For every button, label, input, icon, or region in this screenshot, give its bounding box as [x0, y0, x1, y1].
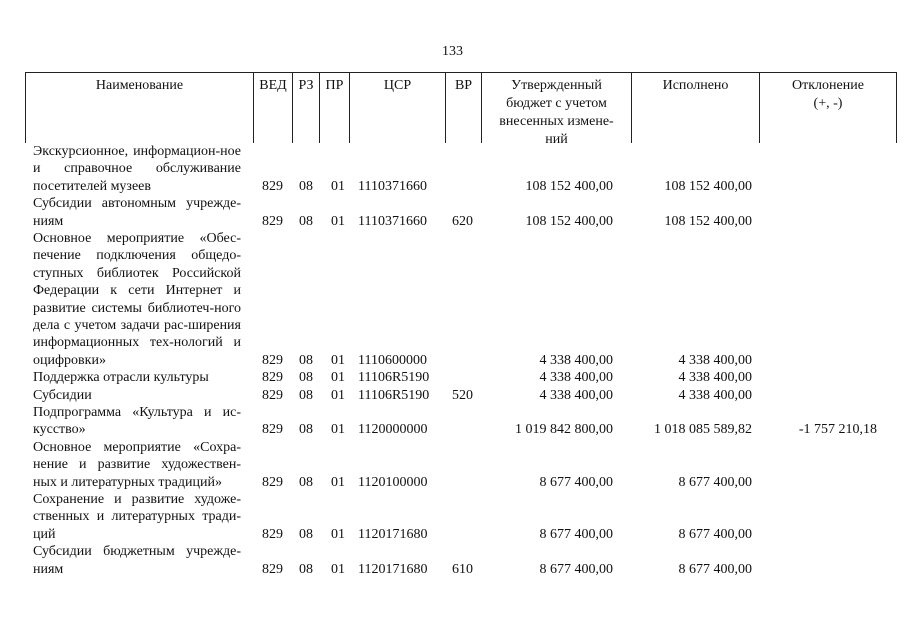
row-budget: 4 338 400,00 — [539, 370, 613, 386]
row-pr: 01 — [331, 387, 345, 403]
row-pr: 01 — [331, 474, 345, 490]
row-csr: 11106R5190 — [358, 370, 430, 386]
row-rz: 08 — [299, 213, 313, 229]
row-executed: 8 677 400,00 — [678, 474, 752, 490]
row-budget: 8 677 400,00 — [539, 474, 613, 490]
row-rz: 08 — [299, 387, 313, 403]
row-ved: 829 — [262, 561, 283, 577]
row-csr: 1120000000 — [358, 422, 428, 438]
row-ved: 829 — [262, 213, 283, 229]
row-ved: 829 — [262, 474, 283, 490]
row-rz: 08 — [299, 178, 313, 194]
row-budget: 108 152 400,00 — [525, 178, 613, 194]
row-csr: 1120171680 — [358, 526, 428, 542]
row-name: Субсидии автономным учрежде-ниям — [33, 196, 241, 229]
row-ved: 829 — [262, 178, 283, 194]
row-executed: 1 018 085 589,82 — [654, 422, 752, 438]
row-ved: 829 — [262, 352, 283, 368]
row-executed: 4 338 400,00 — [678, 370, 752, 386]
row-executed: 108 152 400,00 — [664, 213, 752, 229]
row-ved: 829 — [262, 422, 283, 438]
row-csr: 1110371660 — [358, 213, 427, 229]
table-header — [25, 72, 897, 147]
row-budget: 8 677 400,00 — [539, 526, 613, 542]
header-vr: ВР — [445, 73, 481, 143]
row-name: Сохранение и развитие художе-ственных и литературных тради-ций — [33, 492, 241, 542]
row-executed: 8 677 400,00 — [678, 526, 752, 542]
row-name: Поддержка отрасли культуры — [33, 370, 209, 386]
header-budget: Утвержденный бюджет с учетом внесенных измене-ний — [481, 73, 631, 143]
row-budget: 8 677 400,00 — [539, 561, 613, 577]
row-budget: 108 152 400,00 — [525, 213, 613, 229]
header-pr: ПР — [319, 73, 349, 143]
row-csr: 1120171680 — [358, 561, 428, 577]
row-pr: 01 — [331, 370, 345, 386]
row-name: Основное мероприятие «Сохра-нение и развитие художествен-ных и литературных традиций» — [33, 439, 241, 490]
row-name: Экскурсионное, информацион-ное и справочное обслуживание посетителей музеев — [33, 144, 241, 194]
row-deviation: -1 757 210,18 — [798, 422, 877, 438]
row-pr: 01 — [331, 422, 345, 438]
row-csr: 1110600000 — [358, 352, 427, 368]
row-rz: 08 — [299, 370, 313, 386]
row-rz: 08 — [299, 352, 313, 368]
row-pr: 01 — [331, 213, 345, 229]
header-rz: РЗ — [292, 73, 319, 143]
row-executed: 4 338 400,00 — [678, 352, 752, 368]
row-rz: 08 — [299, 474, 313, 490]
row-pr: 01 — [331, 561, 345, 577]
row-budget: 1 019 842 800,00 — [515, 422, 613, 438]
row-executed: 4 338 400,00 — [678, 387, 752, 403]
row-executed: 108 152 400,00 — [664, 178, 752, 194]
row-ved: 829 — [262, 387, 283, 403]
header-deviation: Отклонение (+, -) — [759, 73, 897, 143]
row-csr: 1120100000 — [358, 474, 428, 490]
row-csr: 1110371660 — [358, 178, 427, 194]
page-number: 133 — [442, 44, 463, 59]
row-rz: 08 — [299, 526, 313, 542]
header-executed: Исполнено — [631, 73, 759, 143]
header-csr: ЦСР — [349, 73, 445, 143]
row-budget: 4 338 400,00 — [539, 387, 613, 403]
header-ved: ВЕД — [253, 73, 292, 143]
row-ved: 829 — [262, 370, 283, 386]
row-csr: 11106R5190 — [358, 387, 430, 403]
row-pr: 01 — [331, 352, 345, 368]
row-name: Основное мероприятие «Обес-печение подключения общедо-ступных библиотек Российской Федерации к сети Интернет и развитие системы библиотеч-ного дела с учетом задачи рас-ширения информационных тех-нологий и оцифровки» — [33, 231, 241, 368]
row-pr: 01 — [331, 178, 345, 194]
row-budget: 4 338 400,00 — [539, 352, 613, 368]
row-vr: 520 — [452, 387, 473, 403]
row-rz: 08 — [299, 561, 313, 577]
row-name: Подпрограмма «Культура и ис-кусство» — [33, 405, 241, 438]
row-rz: 08 — [299, 422, 313, 438]
row-vr: 610 — [452, 561, 473, 577]
header-name: Наименование — [25, 73, 253, 143]
row-ved: 829 — [262, 526, 283, 542]
row-name: Субсидии бюджетным учрежде-ниям — [33, 544, 241, 577]
row-name: Субсидии — [33, 387, 92, 403]
row-vr: 620 — [452, 213, 473, 229]
row-executed: 8 677 400,00 — [678, 561, 752, 577]
row-pr: 01 — [331, 526, 345, 542]
